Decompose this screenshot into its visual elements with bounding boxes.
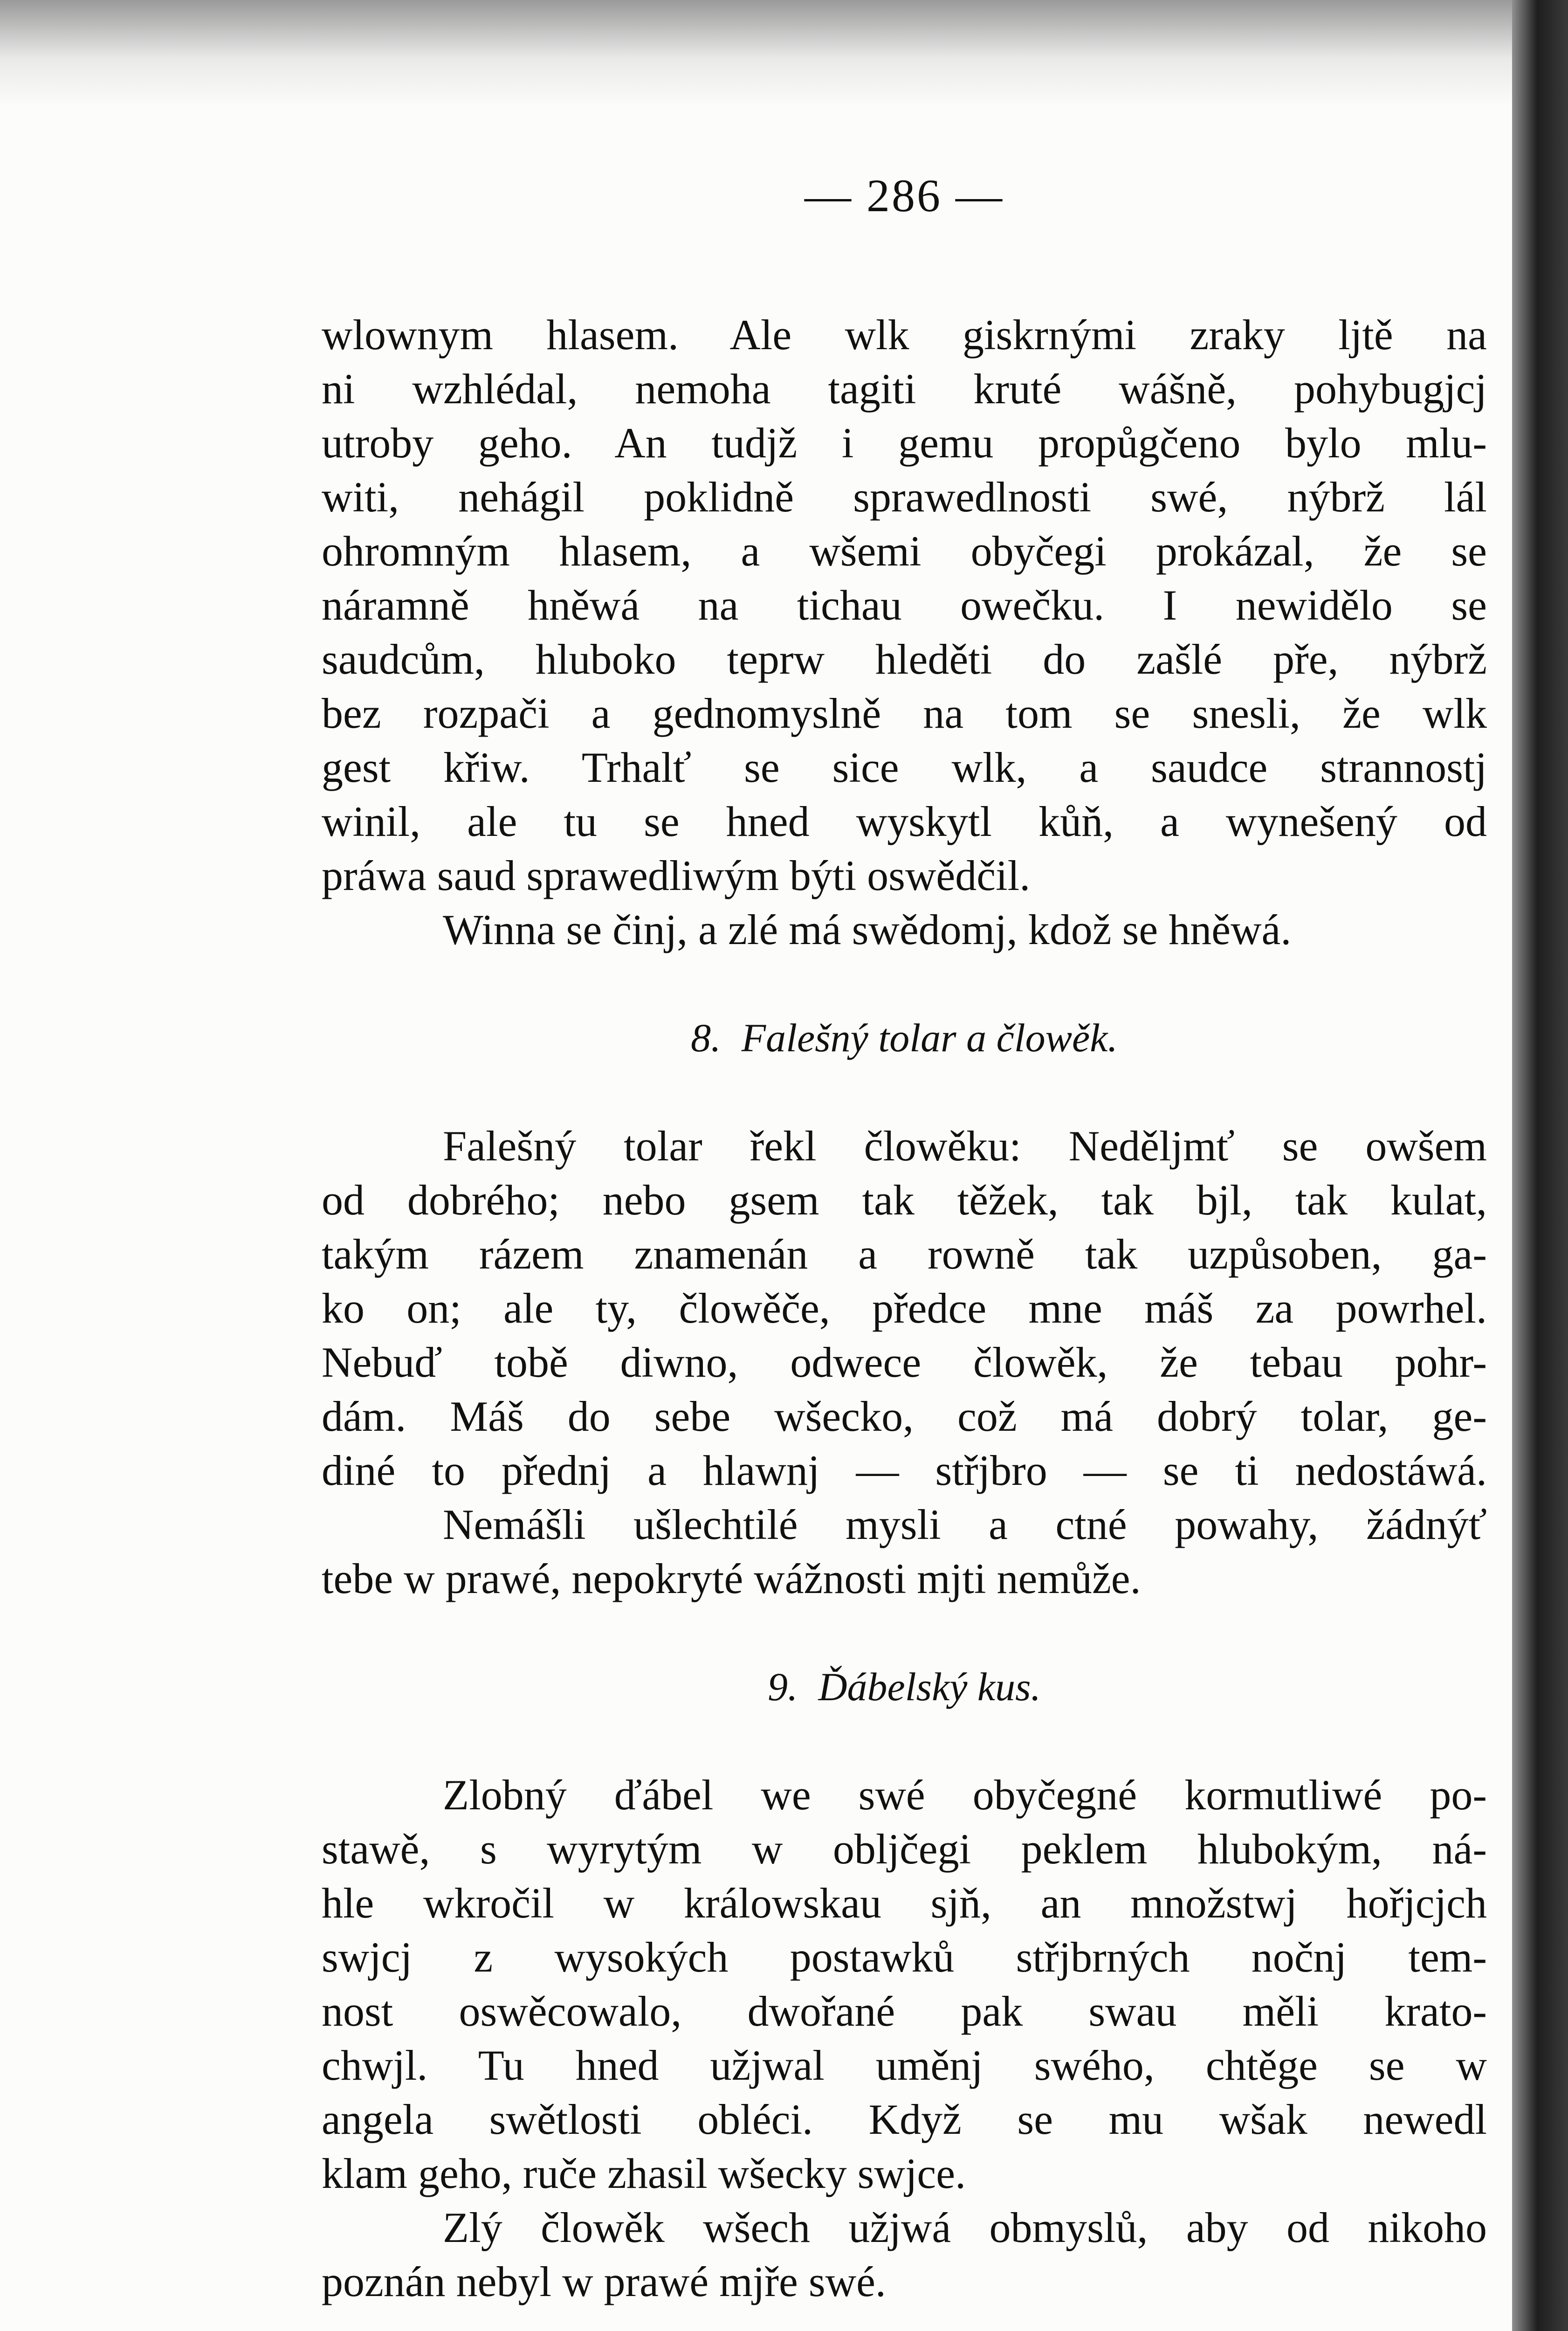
text-line: nost oswěcowalo, dwořané pak swau měli krato-: [322, 1987, 1487, 2035]
fable-number: 9.: [767, 1664, 798, 1709]
page-right-edge: [1512, 0, 1568, 2331]
text-line: gest křiw. Trhalť se sice wlk, a saudce strannostj: [322, 744, 1487, 791]
text-line: dám. Máš do sebe wšecko, což má dobrý tolar, ge-: [322, 1393, 1487, 1440]
paragraph-wolf-end: [322, 308, 1487, 957]
moral-line: tebe w prawé, nepokryté wážnosti mjti nemůže.: [322, 1555, 1141, 1602]
text-line: ko on; ale ty, člowěče, předce mne máš za powrhel.: [322, 1284, 1487, 1332]
text-line: diné to přednj a hlawnj — střjbro — se ti nedostáwá.: [322, 1447, 1487, 1494]
moral-line: poznán nebyl w prawé mjře swé.: [322, 2258, 886, 2305]
moral-line: Nemášli ušlechtilé mysli a ctné powahy, žádnýť: [443, 1501, 1487, 1548]
text-line: witi, nehágil poklidně sprawedlnosti swé, nýbrž lál: [322, 473, 1487, 521]
text-line: náramně hněwá na tichau owečku. I newidělo se: [322, 581, 1487, 629]
text-line: bez rozpači a gednomyslně na tom se snesli, že wlk: [322, 690, 1487, 737]
text-line: utroby geho. An tudjž i gemu propůgčeno bylo mlu-: [322, 419, 1487, 467]
page-top-shadow: [0, 0, 1568, 107]
fable-title: Ďábelský kus.: [818, 1664, 1041, 1709]
text-line: hle wkročil w králowskau sjň, an množstwj hořjcjch: [322, 1879, 1487, 1927]
text-line: wlownym hlasem. Ale wlk giskrnými zraky ljtě na: [322, 311, 1487, 359]
page-text: [322, 168, 1487, 2309]
text-line: práwa saud sprawedliwým býti oswědčil.: [322, 852, 1031, 899]
text-line: klam geho, ruče zhasil wšecky swjce.: [322, 2150, 966, 2197]
text-line: angela swětlosti obléci. Když se mu wšak newedl: [322, 2096, 1487, 2143]
text-line: Zlobný ďábel we swé obyčegné kormutliwé po-: [443, 1771, 1487, 1819]
text-line: ni wzhlédal, nemoha tagiti kruté wášně, pohybugjcj: [322, 365, 1487, 413]
page-number: — 286 —: [805, 170, 1004, 221]
text-line: od dobrého; nebo gsem tak těžek, tak bjl, tak kulat,: [322, 1176, 1487, 1224]
text-line: saudcům, hluboko teprw hleděti do zašlé pře, nýbrž: [322, 635, 1487, 683]
fable-number: 8.: [691, 1015, 721, 1060]
moral-line: Winna se činj, a zlé má swědomj, kdož se hněwá.: [443, 906, 1292, 953]
paragraph-devil-trick: [322, 1768, 1487, 2309]
text-line: winil, ale tu se hned wyskytl kůň, a wynešený od: [322, 798, 1487, 845]
fable-heading-9: [322, 1660, 1487, 1714]
fable-heading-8: [322, 1011, 1487, 1065]
text-line: Nebuď tobě diwno, odwece člowěk, že tebau pohr-: [322, 1338, 1487, 1386]
text-line: ohromným hlasem, a wšemi obyčegi prokázal, že se: [322, 527, 1487, 575]
text-line: takým rázem znamenán a rowně tak uzpůsoben, ga-: [322, 1230, 1487, 1278]
text-line: chwjl. Tu hned užjwal uměnj swého, chtěge se w: [322, 2041, 1487, 2089]
text-line: Falešný tolar řekl člowěku: Neděljmť se owšem: [443, 1122, 1487, 1170]
fable-title: Falešný tolar a člowěk.: [741, 1015, 1118, 1060]
text-line: stawě, s wyrytým w obljčegi peklem hlubokým, ná-: [322, 1825, 1487, 1873]
paragraph-false-thaler: [322, 1119, 1487, 1606]
text-line: swjcj z wysokých postawků střjbrných nočnj tem-: [322, 1933, 1487, 1981]
moral-line: Zlý člowěk wšech užjwá obmyslů, aby od nikoho: [443, 2204, 1487, 2251]
